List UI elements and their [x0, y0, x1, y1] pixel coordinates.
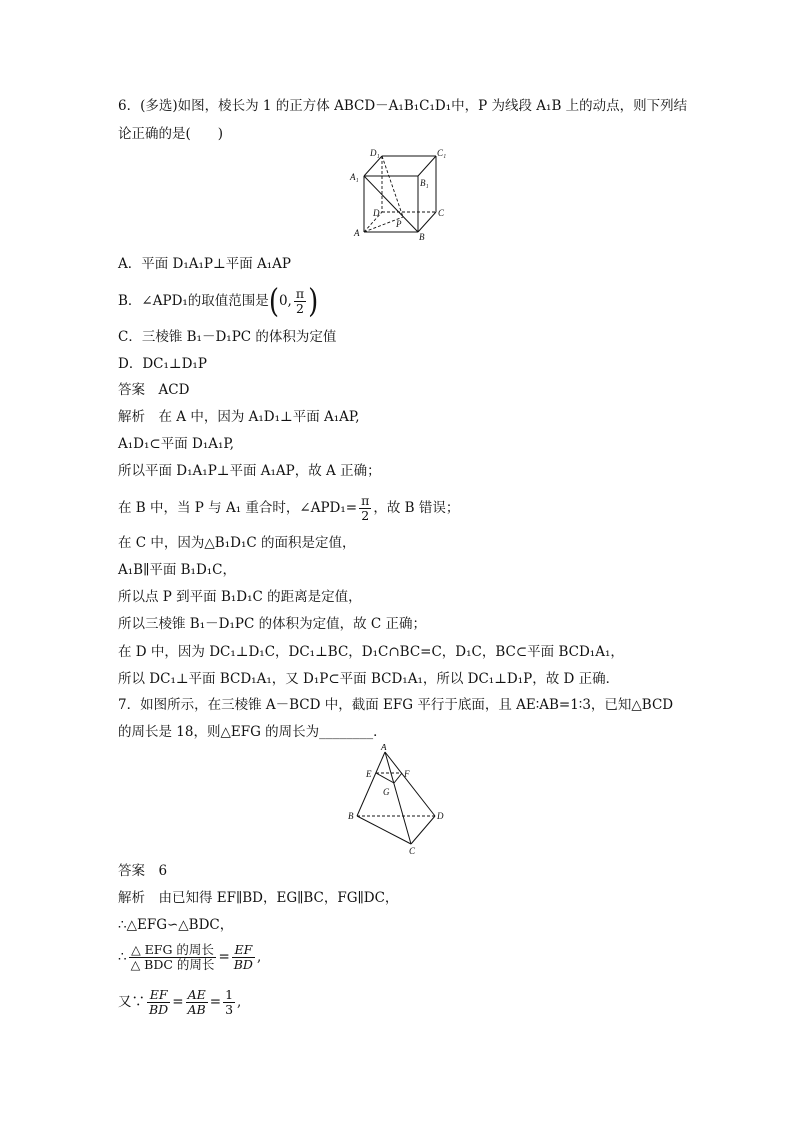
comma: , [237, 994, 242, 1010]
label-A: A [381, 744, 387, 752]
label-A: A [354, 228, 360, 238]
label-G: G [383, 787, 390, 797]
numerator: π [295, 286, 305, 301]
label-D: D [437, 811, 444, 821]
label-P: P [396, 219, 402, 229]
q7-solution-line1: 解析 由已知得 EF∥BD，EG∥BC，FG∥DC， [118, 890, 399, 906]
label-D: D [373, 208, 380, 218]
cube-figure [346, 146, 456, 246]
fraction-ef-bd [232, 943, 255, 972]
denominator: 2 [295, 301, 304, 316]
denominator: 2 [361, 508, 370, 523]
label-C1: C₁ [437, 148, 447, 158]
q6-solution-line8: 所以三棱锥 B₁－D₁PC 的体积为定值，故 C 正确； [118, 616, 426, 632]
q7-solution-line2: ∴△EFG∽△BDC， [118, 917, 234, 933]
label-C: C [438, 208, 445, 218]
therefore-symbol: ∴ [118, 949, 127, 965]
denominator: BD [233, 957, 253, 972]
q6-stem-line2: 论正确的是( ) [118, 126, 224, 142]
fraction-perimeter-ratio [129, 943, 217, 972]
label-E: E [366, 769, 372, 779]
fraction-ae-ab [186, 988, 208, 1017]
numerator: 1 [225, 987, 234, 1002]
q6-option-b-text: B．∠APD₁的取值范围是 [118, 293, 269, 309]
label-C: C [409, 846, 416, 856]
fraction-ef-bd [147, 988, 170, 1017]
label-B: B [419, 232, 425, 242]
q6-solution-line6: A₁B∥平面 B₁D₁C， [118, 562, 237, 578]
right-paren: ) [308, 282, 319, 321]
fraction-pi-over-2 [294, 287, 306, 316]
pyramid-figure [345, 744, 455, 856]
label-D1: D₁ [370, 148, 380, 158]
q7-stem-line2: 的周长是 18，则△EFG 的周长为________． [118, 724, 387, 740]
q6-option-b [118, 282, 319, 321]
label-B1: B₁ [420, 178, 429, 188]
q7-answer: 答案 6 [118, 863, 168, 879]
q6-option-c: C．三棱锥 B₁－D₁PC 的体积为定值 [118, 329, 337, 345]
numerator: π [361, 493, 370, 508]
numerator: EF [147, 988, 170, 1003]
q6-solution-line1: 解析 在 A 中，因为 A₁D₁⊥平面 A₁AP, [118, 409, 360, 425]
q6-solution-line3: 所以平面 D₁A₁P⊥平面 A₁AP，故 A 正确； [118, 463, 381, 479]
zero: 0, [278, 293, 292, 309]
label-B: B [348, 811, 354, 821]
because-text: 又∵ [118, 994, 145, 1010]
q7-solution-line3 [118, 940, 261, 974]
q6-solution-line5: 在 C 中，因为△B₁D₁C 的面积是定值， [118, 535, 356, 551]
q7-stem-line1: 7．如图所示，在三棱锥 A－BCD 中，截面 EFG 平行于底面，且 AE∶AB=1∶3，已知△BCD [118, 697, 674, 713]
q6-solution-line10: 所以 DC₁⊥平面 BCD₁A₁，又 D₁P⊂平面 BCD₁A₁，所以 DC₁⊥D₁P，故 D 正确． [118, 671, 620, 687]
label-F: F [404, 769, 410, 779]
numerator: △ EFG 的周长 [129, 943, 217, 958]
equals: = [172, 994, 184, 1010]
fraction-one-third [223, 988, 235, 1017]
solution-b-text: 在 B 中，当 P 与 A₁ 重合时，∠APD₁= [118, 500, 358, 516]
equals: = [218, 949, 230, 965]
q7-solution-line4 [118, 985, 241, 1019]
q6-option-a: A．平面 D₁A₁P⊥平面 A₁AP [118, 256, 292, 272]
equals: = [209, 994, 222, 1010]
comma: , [256, 949, 262, 965]
q6-option-d: D．DC₁⊥D₁P [118, 356, 207, 372]
solution-b-end: ，故 B 错误； [373, 500, 460, 516]
denominator: BD [149, 1002, 169, 1017]
q6-solution-b [118, 493, 459, 523]
q6-stem-line1: 6．(多选)如图，棱长为 1 的正方体 ABCD－A₁B₁C₁D₁中，P 为线段 A₁B 上的动点，则下列结 [118, 98, 688, 114]
q6-solution-line2: A₁D₁⊂平面 D₁A₁P, [118, 436, 235, 452]
numerator: AE [186, 988, 208, 1003]
denominator: AB [187, 1002, 206, 1017]
label-A1: A₁ [350, 172, 359, 182]
left-paren: ( [268, 282, 279, 321]
denominator: △ BDC 的周长 [130, 957, 215, 972]
numerator: EF [232, 943, 255, 958]
denominator: 3 [225, 1002, 234, 1017]
q6-answer: 答案 ACD [118, 382, 190, 398]
fraction-pi-over-2 [359, 494, 371, 523]
q6-solution-line7: 所以点 P 到平面 B₁D₁C 的距离是定值， [118, 589, 362, 605]
q6-solution-line9: 在 D 中，因为 DC₁⊥D₁C，DC₁⊥BC，D₁C∩BC=C，D₁C，BC⊂平面 BCD₁A₁， [118, 644, 624, 660]
